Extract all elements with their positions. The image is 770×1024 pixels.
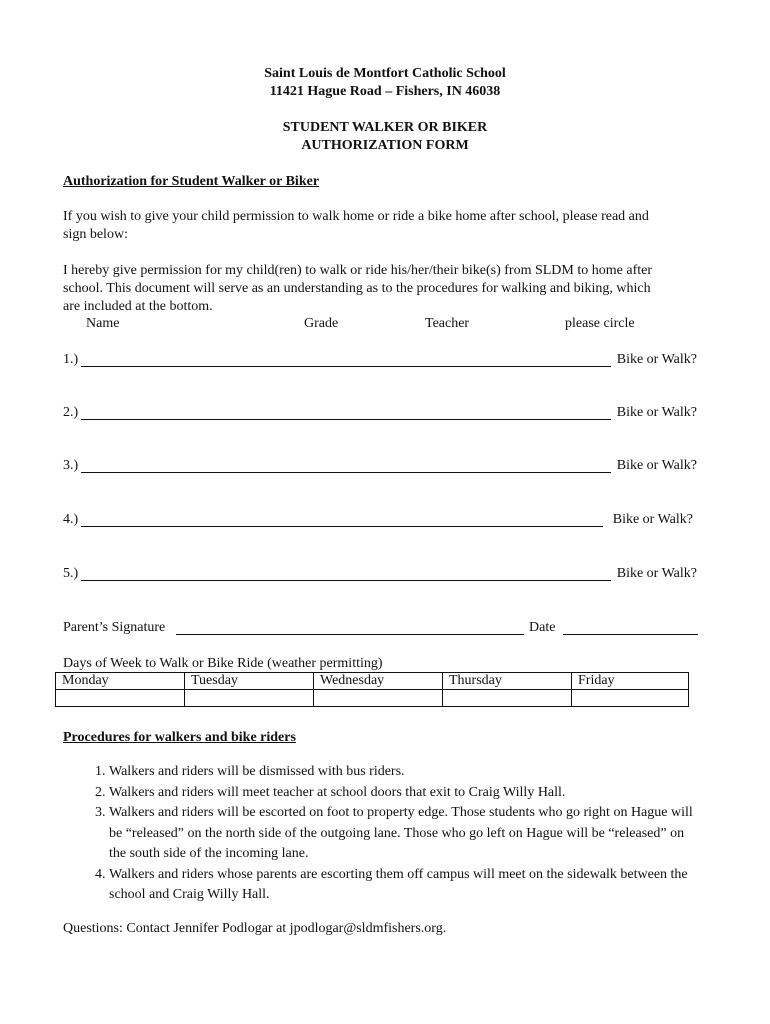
- signature-label: Parent’s Signature: [63, 620, 166, 635]
- entry-blank[interactable]: [81, 366, 611, 367]
- intro-text-line2: sign below:: [63, 227, 128, 242]
- signature-row: [63, 620, 703, 638]
- procedure-item: 4. Walkers and riders whose parents are escorting them off campus will meet on the sidewalk between the school and Craig Willy Hall.: [109, 865, 703, 906]
- entry-number: 3.): [63, 458, 79, 473]
- days-input-row: [56, 690, 689, 707]
- bike-or-walk-choice[interactable]: Bike or Walk?: [612, 512, 693, 527]
- bike-or-walk-choice[interactable]: Bike or Walk?: [616, 458, 697, 473]
- date-label: Date: [529, 620, 556, 635]
- day-wednesday-cell[interactable]: [314, 690, 443, 707]
- entry-number: 4.): [63, 512, 79, 527]
- entry-blank[interactable]: [81, 526, 603, 527]
- column-header-teacher: Teacher: [425, 316, 470, 331]
- student-entry-line[interactable]: [63, 405, 703, 423]
- student-entry-line[interactable]: [63, 512, 703, 530]
- questions-contact: Questions: Contact Jennifer Podlogar at jpodlogar@sldmfishers.org.: [63, 921, 447, 936]
- bike-or-walk-choice[interactable]: Bike or Walk?: [616, 352, 697, 367]
- procedure-item: 1. Walkers and riders will be dismissed with bus riders.: [109, 762, 703, 783]
- signature-blank[interactable]: [176, 634, 524, 635]
- entry-blank[interactable]: [81, 419, 611, 420]
- day-monday: Monday: [56, 673, 185, 690]
- student-entry-line[interactable]: [63, 352, 703, 370]
- day-tuesday-cell[interactable]: [185, 690, 314, 707]
- procedure-item: 2. Walkers and riders will meet teacher at school doors that exit to Craig Willy Hall.: [109, 783, 703, 804]
- days-caption: Days of Week to Walk or Bike Ride (weather permitting): [63, 656, 383, 671]
- procedure-item: 3. Walkers and riders will be escorted on foot to property edge. Those students who go right on Hague will be “released” on the north side of the outgoing lane. Those who go left on Hague will be “released” on the south side of the incoming lane.: [109, 803, 703, 865]
- entry-number: 1.): [63, 352, 79, 367]
- date-blank[interactable]: [563, 634, 698, 635]
- day-thursday-cell[interactable]: [443, 690, 572, 707]
- school-name: Saint Louis de Montfort Catholic School: [264, 66, 506, 81]
- day-tuesday: Tuesday: [185, 673, 314, 690]
- day-wednesday: Wednesday: [314, 673, 443, 690]
- bike-or-walk-choice[interactable]: Bike or Walk?: [616, 566, 697, 581]
- intro-text-line1: If you wish to give your child permission to walk home or ride a bike home after school, please read and: [63, 209, 649, 224]
- day-thursday: Thursday: [443, 673, 572, 690]
- bike-or-walk-choice[interactable]: Bike or Walk?: [616, 405, 697, 420]
- column-header-grade: Grade: [304, 316, 339, 331]
- student-entry-line[interactable]: [63, 566, 703, 584]
- form-title-line1: STUDENT WALKER OR BIKER: [282, 120, 488, 135]
- procedures-heading: Procedures for walkers and bike riders: [63, 730, 296, 745]
- procedures-list: [63, 762, 703, 906]
- entry-blank[interactable]: [81, 580, 611, 581]
- days-header-row: [56, 673, 689, 690]
- days-table: [55, 672, 689, 707]
- form-title-line2: AUTHORIZATION FORM: [301, 138, 469, 153]
- column-header-name: Name: [86, 316, 120, 331]
- authorization-heading: Authorization for Student Walker or Biker: [63, 174, 320, 189]
- permission-text-line3: are included at the bottom.: [63, 299, 213, 314]
- permission-text-line2: school. This document will serve as an understanding as to the procedures for walking and biking, which: [63, 281, 651, 296]
- entry-number: 2.): [63, 405, 79, 420]
- day-friday-cell[interactable]: [572, 690, 689, 707]
- student-entry-line[interactable]: [63, 458, 703, 476]
- school-address: 11421 Hague Road – Fishers, IN 46038: [269, 84, 501, 99]
- entry-number: 5.): [63, 566, 79, 581]
- day-monday-cell[interactable]: [56, 690, 185, 707]
- day-friday: Friday: [572, 673, 689, 690]
- column-header-circle: please circle: [565, 316, 635, 331]
- entry-blank[interactable]: [81, 472, 611, 473]
- permission-text-line1: I hereby give permission for my child(ren) to walk or ride his/her/their bike(s) from SLDM to home after: [63, 263, 653, 278]
